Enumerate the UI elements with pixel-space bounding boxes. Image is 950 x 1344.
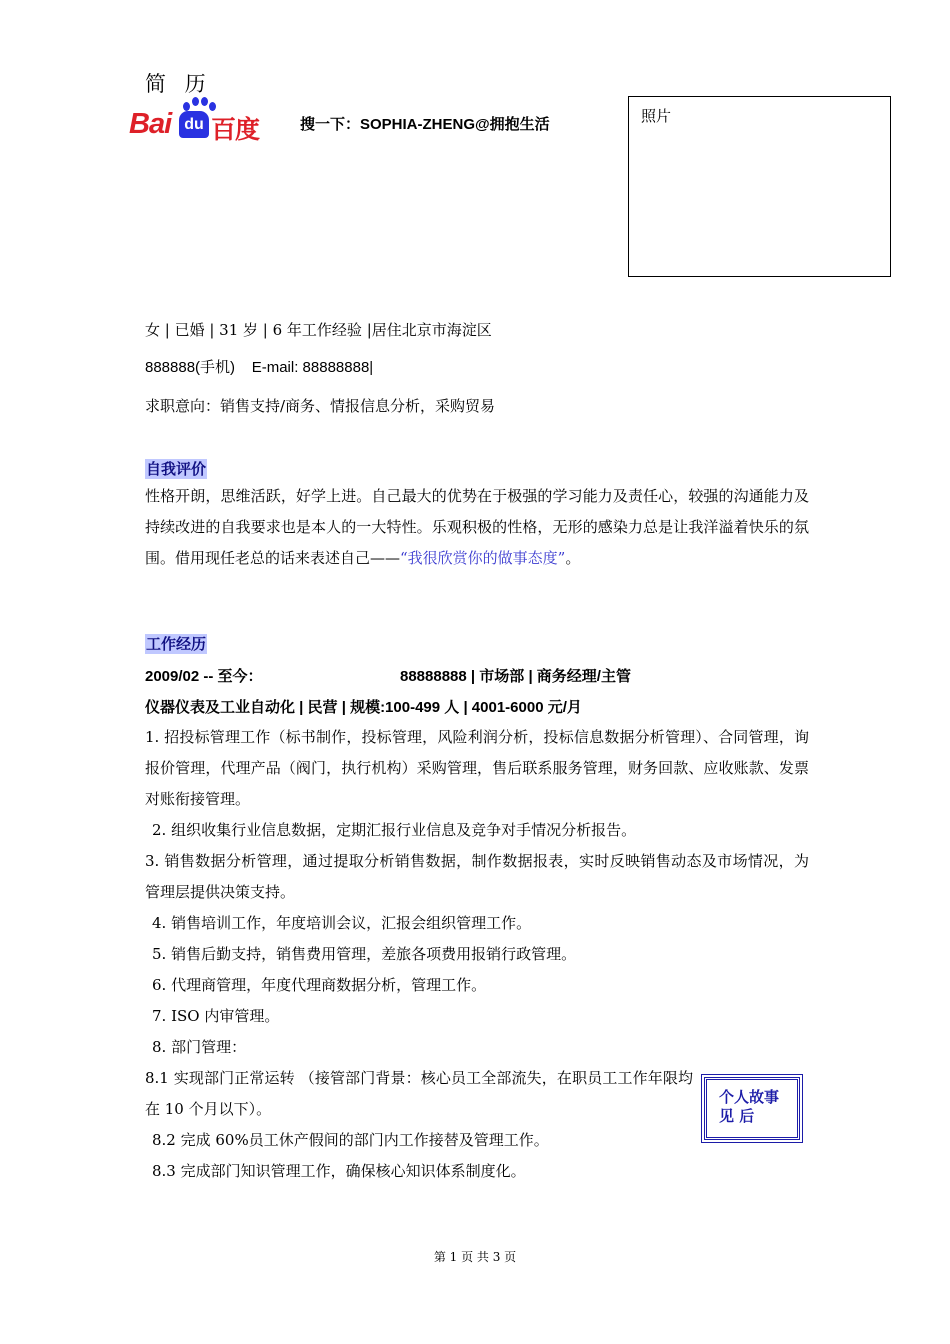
paw-toe-icon [183, 102, 190, 111]
work-item: 7. ISO 内审管理。 [152, 1007, 280, 1025]
work-company: 88888888 | 市场部 | 商务经理/主管 [400, 668, 631, 685]
search-hint: 搜一下：SOPHIA-ZHENG@拥抱生活 [300, 116, 550, 133]
page-footer: 第 1 页 共 3 页 [433, 1250, 517, 1264]
logo-latin: Bai [129, 108, 172, 140]
self-eval-quote: “我很欣赏你的做事态度” [400, 549, 566, 567]
job-objective: 求职意向：销售支持/商务、情报信息分析，采购贸易 [145, 397, 496, 415]
work-item: 8.1 实现部门正常运转 （接管部门背景：核心员工全部流失，在职员工工作年限均在 10 个月以下）。 [145, 1069, 693, 1118]
profile-contact: 888888(手机) E-mail: 88888888| [145, 359, 374, 376]
section-heading-work: 工作经历 [146, 635, 207, 653]
photo-label: 照片 [641, 107, 672, 125]
paw-toe-icon [192, 97, 199, 106]
baidu-logo [129, 96, 274, 144]
work-item: 8.2 完成 60%员工休产假间的部门内工作接替及管理工作。 [152, 1131, 549, 1149]
photo-placeholder [628, 96, 891, 277]
self-eval-text [145, 481, 809, 574]
work-item: 1. 招投标管理工作（标书制作，投标管理，风险利润分析，投标信息数据分析管理）、合同管理，询报价管理，代理产品（阀门，执行机构）采购管理，售后联系服务管理，财务回款、应收账款、发票对账衔接管理。 [145, 728, 809, 808]
work-item: 2. 组织收集行业信息数据，定期汇报行业信息及竞争对手情况分析报告。 [152, 821, 637, 839]
work-item: 6. 代理商管理，年度代理商数据分析，管理工作。 [152, 976, 487, 994]
self-eval-body: 性格开朗，思维活跃，好学上进。自己最大的优势在于极强的学习能力及责任心，较强的沟通能力及持续改进的自我要求也是本人的一大特性。乐观积极的性格，无形的感染力总是让我洋溢着快乐的氛围。借用现任老总的话来表述自己—— [145, 487, 809, 567]
page-title: 简 历 [145, 72, 212, 96]
paw-toe-icon [201, 97, 208, 106]
personal-story-box: 个人故事见 后 [704, 1077, 800, 1140]
logo-du-box: du [179, 111, 209, 138]
work-item: 8.3 完成部门知识管理工作，确保核心知识体系制度化。 [152, 1162, 526, 1180]
work-item: 5. 销售后勤支持，销售费用管理，差旅各项费用报销行政管理。 [152, 945, 577, 963]
self-eval-tail: 。 [565, 549, 581, 567]
profile-basics: 女 | 已婚 | 31 岁 | 6 年工作经验 |居住北京市海淀区 [145, 321, 492, 339]
logo-chinese: 百度 [211, 115, 260, 144]
work-period: 2009/02 -- 至今： [145, 668, 263, 685]
work-item: 3. 销售数据分析管理，通过提取分析销售数据，制作数据报表，实时反映销售动态及市场情况，为管理层提供决策支持。 [145, 852, 809, 901]
section-heading-self-eval: 自我评价 [146, 460, 207, 478]
work-industry: 仪器仪表及工业自动化 | 民营 | 规模:100-499 人 | 4001-6000 元/月 [145, 699, 582, 716]
work-item: 4. 销售培训工作，年度培训会议，汇报会组织管理工作。 [152, 914, 532, 932]
work-item: 8. 部门管理： [152, 1038, 247, 1056]
